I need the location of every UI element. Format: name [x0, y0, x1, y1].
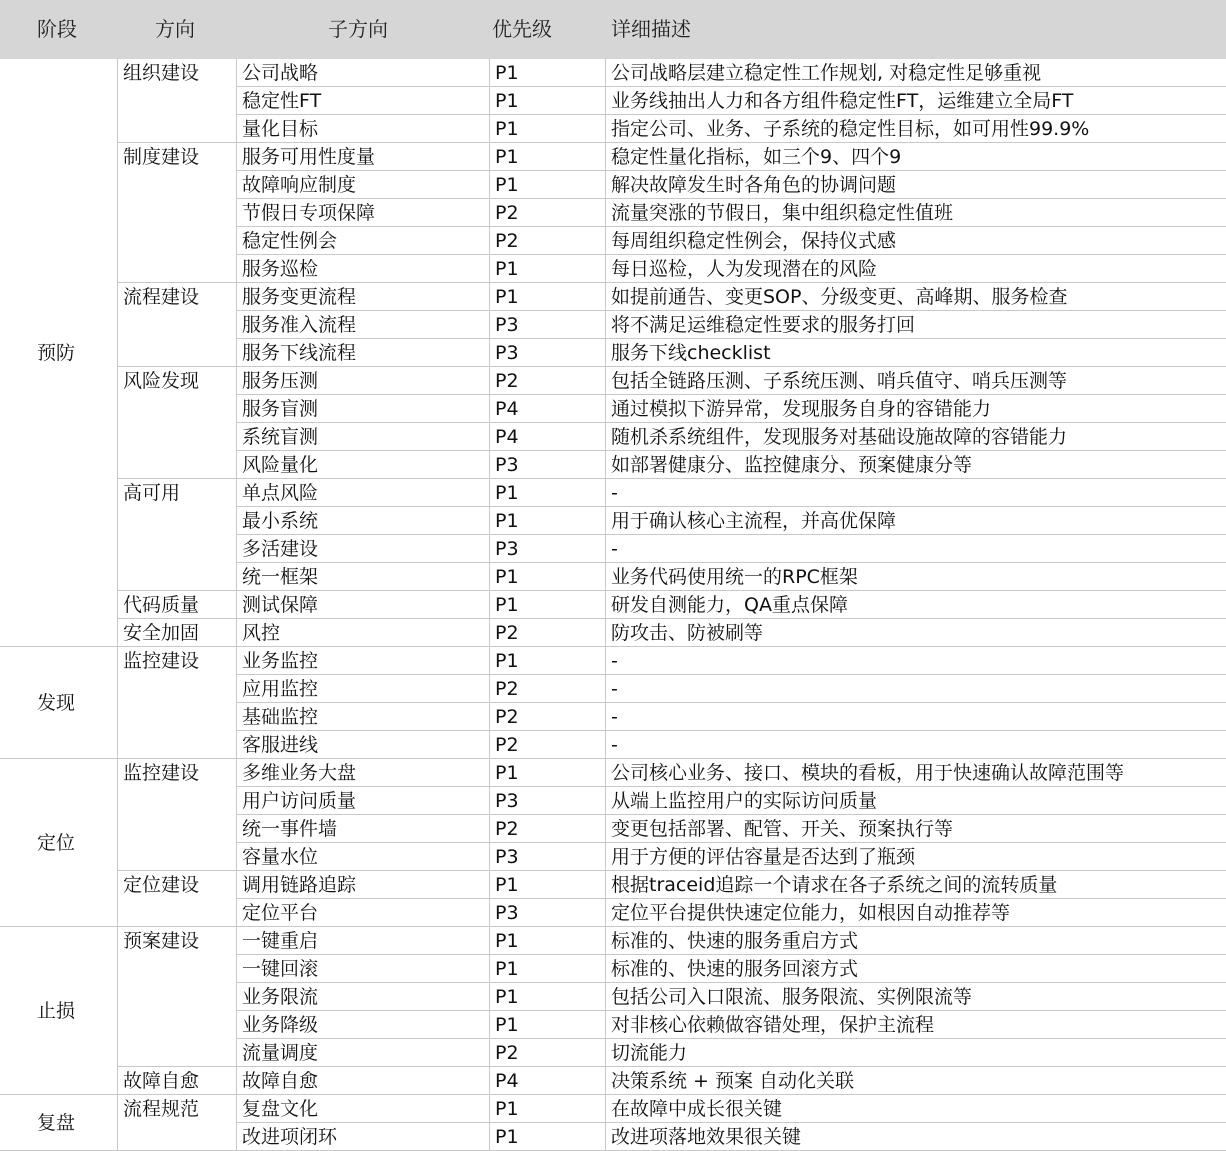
- sub-direction-cell: 稳定性例会: [242, 230, 338, 252]
- priority-cell: P2: [495, 706, 519, 728]
- priority-cell: P2: [495, 230, 519, 252]
- priority-cell: P1: [495, 118, 519, 140]
- priority-cell: P1: [495, 874, 519, 896]
- sub-direction-cell: 量化目标: [242, 118, 319, 140]
- sub-direction-cell: 公司战略: [242, 62, 319, 84]
- priority-cell: P1: [495, 594, 519, 616]
- priority-cell: P1: [495, 566, 519, 588]
- sub-direction-cell: 服务盲测: [242, 398, 319, 420]
- priority-cell: P1: [495, 258, 519, 280]
- priority-cell: P2: [495, 1042, 519, 1064]
- sub-direction-cell: 故障响应制度: [242, 174, 357, 196]
- priority-cell: P2: [495, 370, 519, 392]
- sub-direction-cell: 统一框架: [242, 566, 319, 588]
- sub-direction-cell: 应用监控: [242, 678, 319, 700]
- description-cell: 业务线抽出人力和各方组件稳定性FT，运维建立全局FT: [611, 90, 1074, 112]
- column-divider: [489, 59, 490, 1151]
- description-cell: 如提前通告、变更SOP、分级变更、高峰期、服务检查: [611, 286, 1068, 308]
- priority-cell: P3: [495, 846, 519, 868]
- sub-direction-cell: 客服进线: [242, 734, 319, 756]
- sub-direction-cell: 业务降级: [242, 1014, 319, 1036]
- sub-direction-cell: 风险量化: [242, 454, 319, 476]
- description-cell: -: [611, 538, 618, 560]
- description-cell: 将不满足运维稳定性要求的服务打回: [611, 314, 916, 336]
- sub-direction-cell: 故障自愈: [242, 1070, 319, 1092]
- description-cell: 每周组织稳定性例会，保持仪式感: [611, 230, 897, 252]
- description-cell: 稳定性量化指标，如三个9、四个9: [611, 146, 902, 168]
- description-cell: 通过模拟下游异常，发现服务自身的容错能力: [611, 398, 992, 420]
- sub-direction-cell: 容量水位: [242, 846, 319, 868]
- sub-direction-cell: 一键回滚: [242, 958, 319, 980]
- description-cell: 研发自测能力，QA重点保障: [611, 594, 848, 616]
- sub-direction-cell: 多活建设: [242, 538, 319, 560]
- sub-direction-cell: 测试保障: [242, 594, 319, 616]
- description-cell: 防攻击、防被刷等: [611, 622, 764, 644]
- stage-cell: 定位: [37, 832, 76, 854]
- description-cell: 指定公司、业务、子系统的稳定性目标，如可用性99.9%: [611, 118, 1090, 140]
- priority-cell: P1: [495, 146, 519, 168]
- direction-cell: 风险发现: [123, 370, 200, 392]
- priority-cell: P1: [495, 62, 519, 84]
- stage-cell: 发现: [37, 692, 76, 714]
- sub-direction-cell: 节假日专项保障: [242, 202, 376, 224]
- direction-cell: 流程建设: [123, 286, 200, 308]
- description-cell: -: [611, 734, 618, 756]
- priority-cell: P1: [495, 482, 519, 504]
- priority-cell: P1: [495, 762, 519, 784]
- sub-direction-cell: 多维业务大盘: [242, 762, 357, 784]
- sub-direction-cell: 调用链路追踪: [242, 874, 357, 896]
- priority-cell: P1: [495, 650, 519, 672]
- description-cell: -: [611, 706, 618, 728]
- description-cell: 解决故障发生时各角色的协调问题: [611, 174, 897, 196]
- description-cell: 包括全链路压测、子系统压测、哨兵值守、哨兵压测等: [611, 370, 1068, 392]
- description-cell: 标准的、快速的服务重启方式: [611, 930, 859, 952]
- sub-direction-cell: 系统盲测: [242, 426, 319, 448]
- sub-direction-cell: 服务压测: [242, 370, 319, 392]
- priority-cell: P2: [495, 818, 519, 840]
- sub-direction-cell: 统一事件墙: [242, 818, 338, 840]
- priority-cell: P1: [495, 510, 519, 532]
- description-cell: 每日巡检，人为发现潜在的风险: [611, 258, 878, 280]
- description-cell: 变更包括部署、配管、开关、预案执行等: [611, 818, 954, 840]
- priority-cell: P1: [495, 90, 519, 112]
- priority-cell: P2: [495, 678, 519, 700]
- column-divider: [236, 59, 237, 1151]
- header-sub-direction: 子方向: [328, 17, 388, 41]
- description-cell: 用于确认核心主流程，并高优保障: [611, 510, 897, 532]
- direction-cell: 流程规范: [123, 1098, 200, 1120]
- direction-cell: 定位建设: [123, 874, 200, 896]
- sub-direction-cell: 流量调度: [242, 1042, 319, 1064]
- sub-direction-cell: 单点风险: [242, 482, 319, 504]
- description-cell: 根据traceid追踪一个请求在各子系统之间的流转质量: [611, 874, 1058, 896]
- priority-cell: P3: [495, 538, 519, 560]
- stage-cell: 复盘: [37, 1112, 76, 1134]
- sub-direction-cell: 最小系统: [242, 510, 319, 532]
- sub-direction-cell: 风控: [242, 622, 281, 644]
- stage-cell: 止损: [37, 1000, 76, 1022]
- description-cell: 切流能力: [611, 1042, 688, 1064]
- header-stage: 阶段: [37, 17, 77, 41]
- header-direction: 方向: [155, 17, 195, 41]
- sub-direction-cell: 复盘文化: [242, 1098, 319, 1120]
- direction-cell: 预案建设: [123, 930, 200, 952]
- sub-direction-cell: 服务可用性度量: [242, 146, 376, 168]
- description-cell: -: [611, 678, 618, 700]
- header-description: 详细描述: [611, 17, 691, 41]
- direction-cell: 制度建设: [123, 146, 200, 168]
- stage-divider: [0, 758, 117, 759]
- sub-direction-cell: 服务变更流程: [242, 286, 357, 308]
- priority-cell: P1: [495, 958, 519, 980]
- priority-cell: P1: [495, 286, 519, 308]
- sub-direction-cell: 业务限流: [242, 986, 319, 1008]
- column-divider: [117, 59, 118, 1151]
- priority-cell: P1: [495, 1126, 519, 1148]
- priority-cell: P1: [495, 1014, 519, 1036]
- description-cell: 标准的、快速的服务回滚方式: [611, 958, 859, 980]
- description-cell: -: [611, 650, 618, 672]
- priority-cell: P3: [495, 902, 519, 924]
- direction-cell: 高可用: [123, 482, 181, 504]
- priority-cell: P3: [495, 454, 519, 476]
- sub-direction-cell: 业务监控: [242, 650, 319, 672]
- description-cell: 公司核心业务、接口、模块的看板，用于快速确认故障范围等: [611, 762, 1125, 784]
- priority-cell: P3: [495, 790, 519, 812]
- priority-cell: P4: [495, 398, 519, 420]
- stability-table: [0, 59, 1226, 1148]
- direction-cell: 监控建设: [123, 762, 200, 784]
- column-divider: [605, 59, 606, 1151]
- sub-direction-cell: 用户访问质量: [242, 790, 357, 812]
- description-cell: 决策系统 + 预案 自动化关联: [611, 1070, 855, 1092]
- stage-divider: [0, 646, 117, 647]
- sub-direction-cell: 服务准入流程: [242, 314, 357, 336]
- description-cell: 随机杀系统组件，发现服务对基础设施故障的容错能力: [611, 426, 1068, 448]
- stage-cell: 预防: [37, 342, 76, 364]
- header-priority: 优先级: [492, 17, 552, 41]
- priority-cell: P1: [495, 174, 519, 196]
- priority-cell: P1: [495, 986, 519, 1008]
- sub-direction-cell: 定位平台: [242, 902, 319, 924]
- direction-cell: 故障自愈: [123, 1070, 200, 1092]
- priority-cell: P3: [495, 342, 519, 364]
- priority-cell: P2: [495, 734, 519, 756]
- priority-cell: P2: [495, 202, 519, 224]
- description-cell: 公司战略层建立稳定性工作规划, 对稳定性足够重视: [611, 62, 1042, 84]
- stage-divider: [0, 1094, 117, 1095]
- description-cell: 业务代码使用统一的RPC框架: [611, 566, 858, 588]
- description-cell: 定位平台提供快速定位能力，如根因自动推荐等: [611, 902, 1011, 924]
- description-cell: 改进项落地效果很关键: [611, 1126, 802, 1148]
- sub-direction-cell: 服务下线流程: [242, 342, 357, 364]
- priority-cell: P4: [495, 1070, 519, 1092]
- description-cell: 服务下线checklist: [611, 342, 771, 364]
- description-cell: 包括公司入口限流、服务限流、实例限流等: [611, 986, 973, 1008]
- priority-cell: P1: [495, 930, 519, 952]
- sub-direction-cell: 服务巡检: [242, 258, 319, 280]
- table-header: [0, 0, 1226, 59]
- direction-cell: 组织建设: [123, 62, 200, 84]
- priority-cell: P3: [495, 314, 519, 336]
- direction-cell: 代码质量: [123, 594, 200, 616]
- direction-cell: 监控建设: [123, 650, 200, 672]
- direction-cell: 安全加固: [123, 622, 200, 644]
- priority-cell: P2: [495, 622, 519, 644]
- description-cell: 如部署健康分、监控健康分、预案健康分等: [611, 454, 973, 476]
- description-cell: 用于方便的评估容量是否达到了瓶颈: [611, 846, 916, 868]
- description-cell: -: [611, 482, 618, 504]
- sub-direction-cell: 稳定性FT: [242, 90, 322, 112]
- stage-divider: [0, 926, 117, 927]
- description-cell: 从端上监控用户的实际访问质量: [611, 790, 878, 812]
- priority-cell: P1: [495, 1098, 519, 1120]
- sub-direction-cell: 基础监控: [242, 706, 319, 728]
- description-cell: 对非核心依赖做容错处理，保护主流程: [611, 1014, 935, 1036]
- description-cell: 在故障中成长很关键: [611, 1098, 783, 1120]
- sub-direction-cell: 改进项闭环: [242, 1126, 338, 1148]
- priority-cell: P4: [495, 426, 519, 448]
- sub-direction-cell: 一键重启: [242, 930, 319, 952]
- description-cell: 流量突涨的节假日，集中组织稳定性值班: [611, 202, 954, 224]
